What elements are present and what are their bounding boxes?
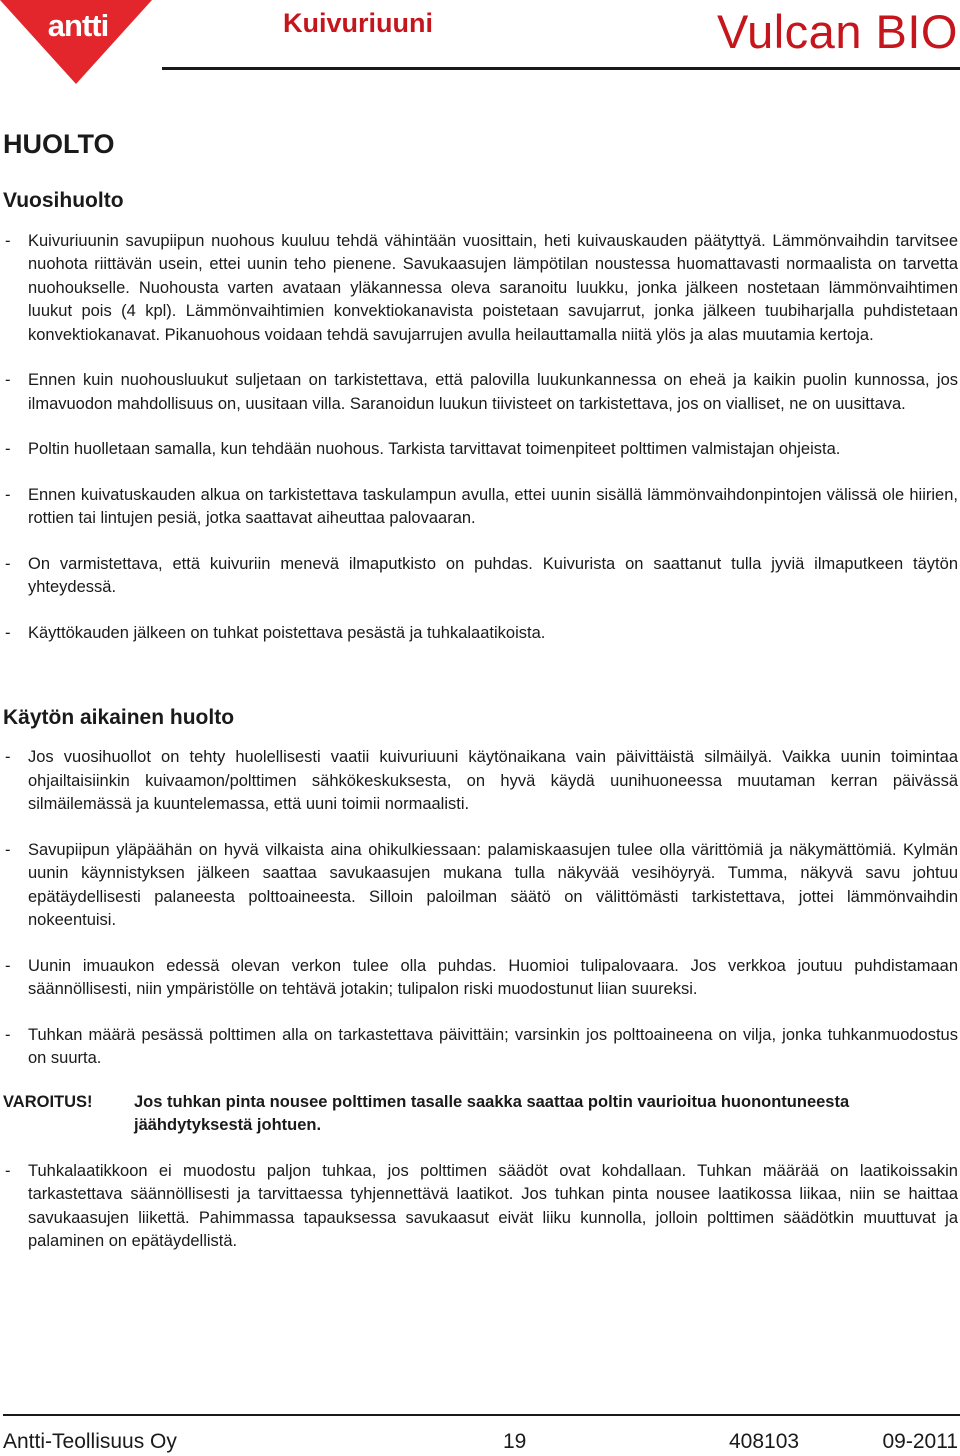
header-brand: Vulcan BIO <box>717 5 958 58</box>
logo-triangle-icon <box>0 0 152 86</box>
header-subtitle: Kuivuriuuni <box>283 8 433 38</box>
list-item: - Ennen kuivatuskauden alkua on tarkistettava taskulampun avulla, ettei uunin sisällä lämmönvaihdonpintojen välissä ole hiirien, rottien tai lintujen pesiä, jotka saattavat aiheuttaa palovaaran. <box>3 484 958 531</box>
kaytonaikainen-list-continued <box>3 1160 958 1254</box>
header-divider <box>162 67 960 70</box>
antti-logo <box>0 0 152 86</box>
main-content <box>3 128 958 1276</box>
list-item: - Käyttökauden jälkeen on tuhkat poistettava pesästä ja tuhkalaatikoista. <box>3 622 958 646</box>
footer-page-number: 19 <box>503 1430 527 1453</box>
section-title-vuosihuolto: Vuosihuolto <box>3 189 124 213</box>
list-item: - Uunin imuaukon edessä olevan verkon tulee olla puhdas. Huomioi tulipalovaara. Jos verkkoa joutuu puhdistamaan säännöllisesti, niin ympäristölle on tehtävä jotakin; tulipalon riski muodostunut liian suureksi. <box>3 955 958 1002</box>
warning-block <box>3 1091 958 1138</box>
list-item: - Jos vuosihuollot on tehty huolellisesti vaatii kuivuriuuni käytönaikana vain päivittäistä silmäilyä. Vaikka uunin toimintaa ohjailtaisiinkin kuivaamon/polttimen sähkökeskuksesta, on hyvä käydä uunihuoneessa muutaman kerran päivässä silmäilemässä ja kuuntelemassa, että uuni toimii normaalisti. <box>3 746 958 817</box>
section-title-kaytonaikainen: Käytön aikainen huolto <box>3 706 235 730</box>
warning-label: VAROITUS! <box>3 1092 93 1111</box>
list-item: - Kuivuriuunin savupiipun nuohous kuuluu tehdä vähintään vuosittain, heti kuivauskauden päätyttyä. Lämmönvaihdin tarvitsee nuohota riittävän usein, ettei uunin teho pienene. Savukaasujen lämpötilan noustessa huomattavasti normaalista on tarvetta nuohoukselle. Nuohousta varten avataan yläkannessa oleva saranoitu luukku, jonka jälkeen nostetaan lämmönvaihtimen luukut pois (4 kpl). Lämmönvaihtimien konvektiokanavista poistetaan savujarrut, jonka jälkeen tuubiharjalla puhdistetaan konvektiokanavat. Pikanuohous voidaan tehdä savujarrujen avulla heilauttamalla niitä ylös ja alas muutamia kertoja. <box>3 230 958 348</box>
vuosihuolto-list <box>3 230 958 646</box>
list-item: - Savupiipun yläpäähän on hyvä vilkaista aina ohikulkiessaan: palamiskaasujen tulee olla värittömiä ja näkymättömiä. Kylmän uunin käynnistyksen jälkeen saattaa savukaasujen mukana tulla näkyvää vesihöyryä. Tumma, näkyvä savu johtuu epätäydellisesti palaneesta polttoaineesta. Silloin paloilman säätö on välittömästi tarkistettava, jottei lämmönvaihdin nokeentuisi. <box>3 839 958 933</box>
logo-text: antti <box>47 8 109 43</box>
footer-date: 09-2011 <box>882 1430 958 1453</box>
list-item: - Ennen kuin nuohousluukut suljetaan on tarkistettava, että palovilla luukunkannessa on eheä ja kaikin puolin kunnossa, jos ilmavuodon mahdollisuus on, uusitaan villa. Saranoidun luukun tiivisteet on tarkistettava, jos on vialliset, ne on uusittava. <box>3 369 958 416</box>
list-item: - Tuhkan määrä pesässä polttimen alla on tarkastettava päivittäin; varsinkin jos polttoaineena on vilja, jonka tuhkanmuodostus on suurta. <box>3 1024 958 1071</box>
footer-divider <box>3 1414 960 1416</box>
section-spacer <box>3 667 958 705</box>
warning-text: Jos tuhkan pinta nousee polttimen tasalle saakka saattaa poltin vaurioitua huonontuneesta jäähdytyksestä johtuen. <box>134 1092 850 1135</box>
footer-document-code: 408103 <box>729 1430 800 1453</box>
footer-company: Antti-Teollisuus Oy <box>3 1430 177 1453</box>
list-item: - Poltin huolletaan samalla, kun tehdään nuohous. Tarkista tarvittavat toimenpiteet polttimen valmistajan ohjeista. <box>3 438 958 462</box>
list-item: - On varmistettava, että kuivuriin menevä ilmaputkisto on puhdas. Kuivurista on saattanut tulla jyviä ilmaputkeen täytön yhteydessä. <box>3 553 958 600</box>
kaytonaikainen-list <box>3 746 958 1071</box>
page-title: HUOLTO <box>3 129 115 159</box>
list-item: - Tuhkalaatikkoon ei muodostu paljon tuhkaa, jos polttimen säädöt ovat kohdallaan. Tuhkan määrää on laatikoissakin tarkastettava säännöllisesti ja tarvittaessa tyhjennettävä laatikot. Jos tuhkan pinta nousee laatikossa liikaa, niin se haittaa savukaasujen liikettä. Pahimmassa tapauksessa savukaasut eivät liiku kunnolla, jolloin polttimen säädötkin muuttuvat ja palaminen on epätäydellistä. <box>3 1160 958 1254</box>
